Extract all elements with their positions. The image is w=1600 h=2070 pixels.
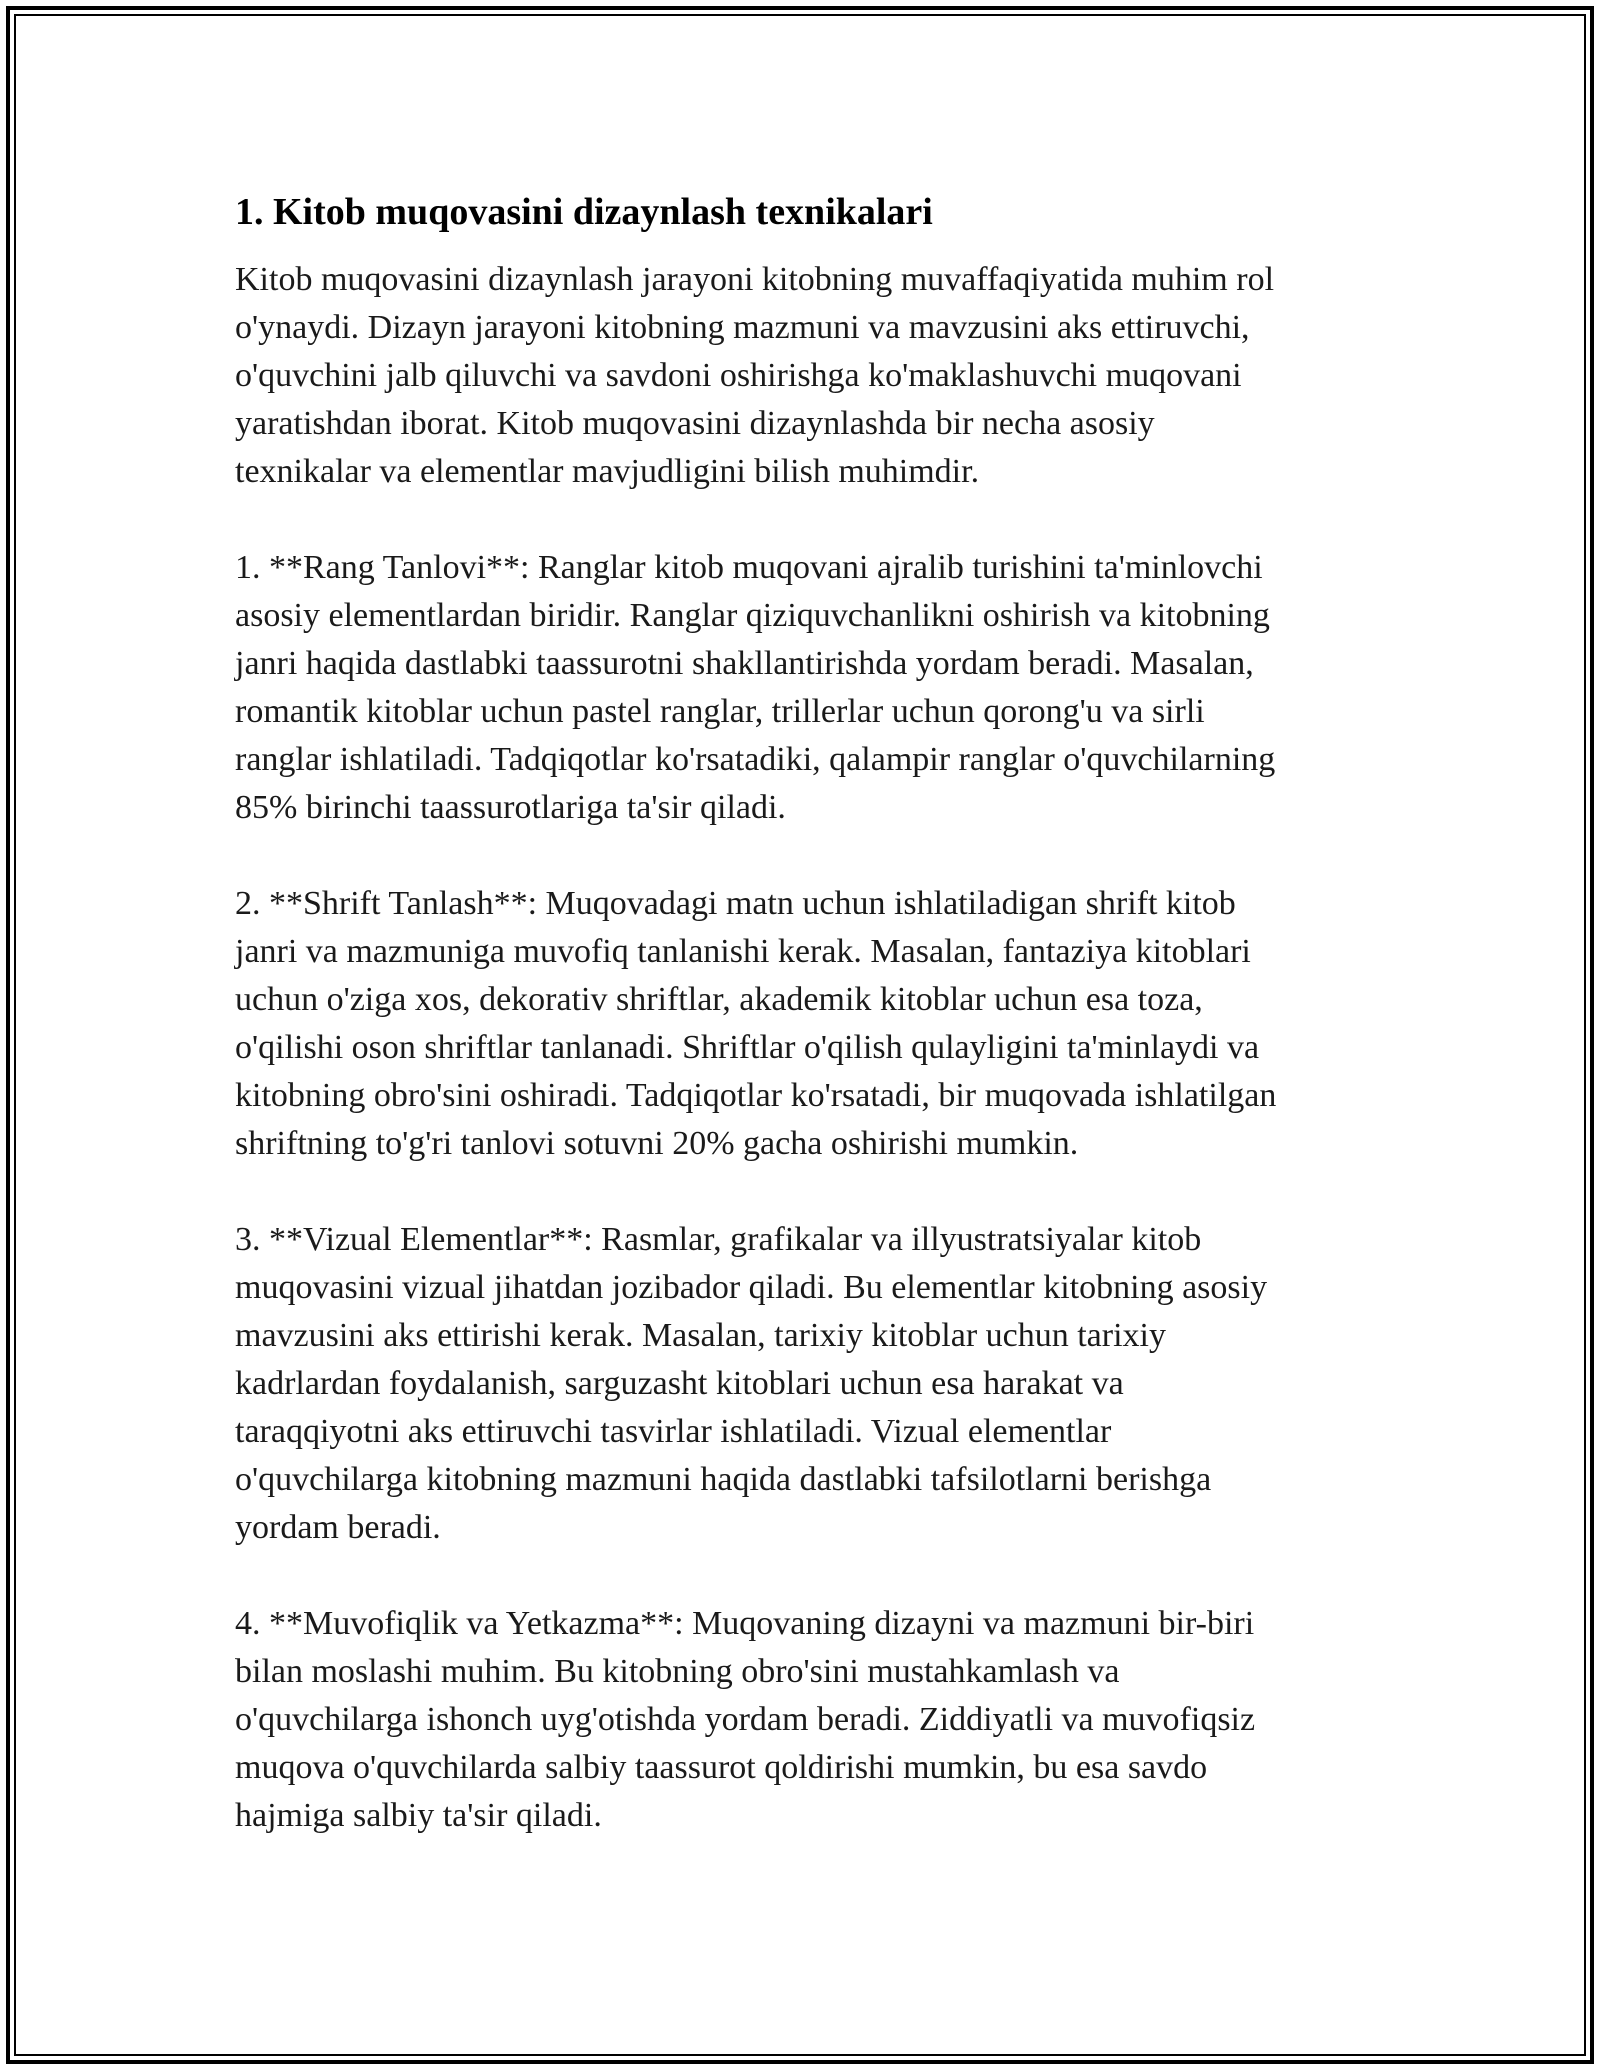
document-body	[235, 186, 1370, 1888]
text-line: Kitob muqovasini dizaynlash jarayoni kitobning muvaffaqiyatida muhim rol	[235, 261, 1275, 298]
text-line: 1. **Rang Tanlovi**: Ranglar kitob muqovani ajralib turishini ta'minlovchi	[235, 549, 1263, 586]
text-line: ranglar ishlatiladi. Tadqiqotlar ko'rsatadiki, qalampir ranglar o'quvchilarning	[235, 741, 1276, 778]
text-line: taraqqiyotni aks ettiruvchi tasvirlar ishlatiladi. Vizual elementlar	[235, 1413, 1112, 1450]
color-choice-paragraph	[235, 544, 1370, 832]
text-line: texnikalar va elementlar mavjudligini bilish muhimdir.	[235, 453, 980, 490]
text-line: 2. **Shrift Tanlash**: Muqovadagi matn uchun ishlatiladigan shrift kitob	[235, 885, 1236, 922]
text-line: o'quvchilarga ishonch uyg'otishda yordam beradi. Ziddiyatli va muvofiqsiz	[235, 1701, 1256, 1738]
consistency-paragraph	[235, 1600, 1370, 1840]
text-line: janri haqida dastlabki taassurotni shakllantirishda yordam beradi. Masalan,	[235, 645, 1254, 682]
intro-paragraph	[235, 256, 1370, 496]
text-line: shriftning to'g'ri tanlovi sotuvni 20% gacha oshirishi mumkin.	[235, 1125, 1079, 1162]
text-line: uchun o'ziga xos, dekorativ shriftlar, akademik kitoblar uchun esa toza,	[235, 981, 1203, 1018]
text-line: yordam beradi.	[235, 1509, 441, 1546]
text-line: muqova o'quvchilarda salbiy taassurot qoldirishi mumkin, bu esa savdo	[235, 1749, 1208, 1786]
text-line: mavzusini aks ettirishi kerak. Masalan, tarixiy kitoblar uchun tarixiy	[235, 1317, 1166, 1354]
text-line: kitobning obro'sini oshiradi. Tadqiqotlar ko'rsatadi, bir muqovada ishlatilgan	[235, 1077, 1277, 1114]
text-line: janri va mazmuniga muvofiq tanlanishi kerak. Masalan, fantaziya kitoblari	[235, 933, 1251, 970]
text-line: o'quvchilarga kitobning mazmuni haqida dastlabki tafsilotlarni berishga	[235, 1461, 1212, 1498]
text-line: 4. **Muvofiqlik va Yetkazma**: Muqovaning dizayni va mazmuni bir-biri	[235, 1605, 1255, 1642]
text-line: o'quvchini jalb qiluvchi va savdoni oshirishga ko'maklashuvchi muqovani	[235, 357, 1242, 394]
text-line: 85% birinchi taassurotlariga ta'sir qiladi.	[235, 789, 786, 826]
text-line: hajmiga salbiy ta'sir qiladi.	[235, 1797, 602, 1834]
text-line: o'ynaydi. Dizayn jarayoni kitobning mazmuni va mavzusini aks ettiruvchi,	[235, 309, 1250, 346]
font-choice-paragraph	[235, 880, 1370, 1168]
text-line: asosiy elementlardan biridir. Ranglar qiziquvchanlikni oshirish va kitobning	[235, 597, 1270, 634]
text-line: muqovasini vizual jihatdan jozibador qiladi. Bu elementlar kitobning asosiy	[235, 1269, 1268, 1306]
text-line: bilan moslashi muhim. Bu kitobning obro'sini mustahkamlash va	[235, 1653, 1120, 1690]
visual-elements-paragraph	[235, 1216, 1370, 1552]
text-line: kadrlardan foydalanish, sarguzasht kitoblari uchun esa harakat va	[235, 1365, 1124, 1402]
text-line: yaratishdan iborat. Kitob muqovasini dizaynlashda bir necha asosiy	[235, 405, 1155, 442]
text-line: romantik kitoblar uchun pastel ranglar, trillerlar uchun qorong'u va sirli	[235, 693, 1205, 730]
section-heading: 1. Kitob muqovasini dizaynlash texnikalari	[235, 191, 933, 233]
text-line: 3. **Vizual Elementlar**: Rasmlar, grafikalar va illyustratsiyalar kitob	[235, 1221, 1202, 1258]
text-line: o'qilishi oson shriftlar tanlanadi. Shriftlar o'qilish qulayligini ta'minlaydi va	[235, 1029, 1260, 1066]
